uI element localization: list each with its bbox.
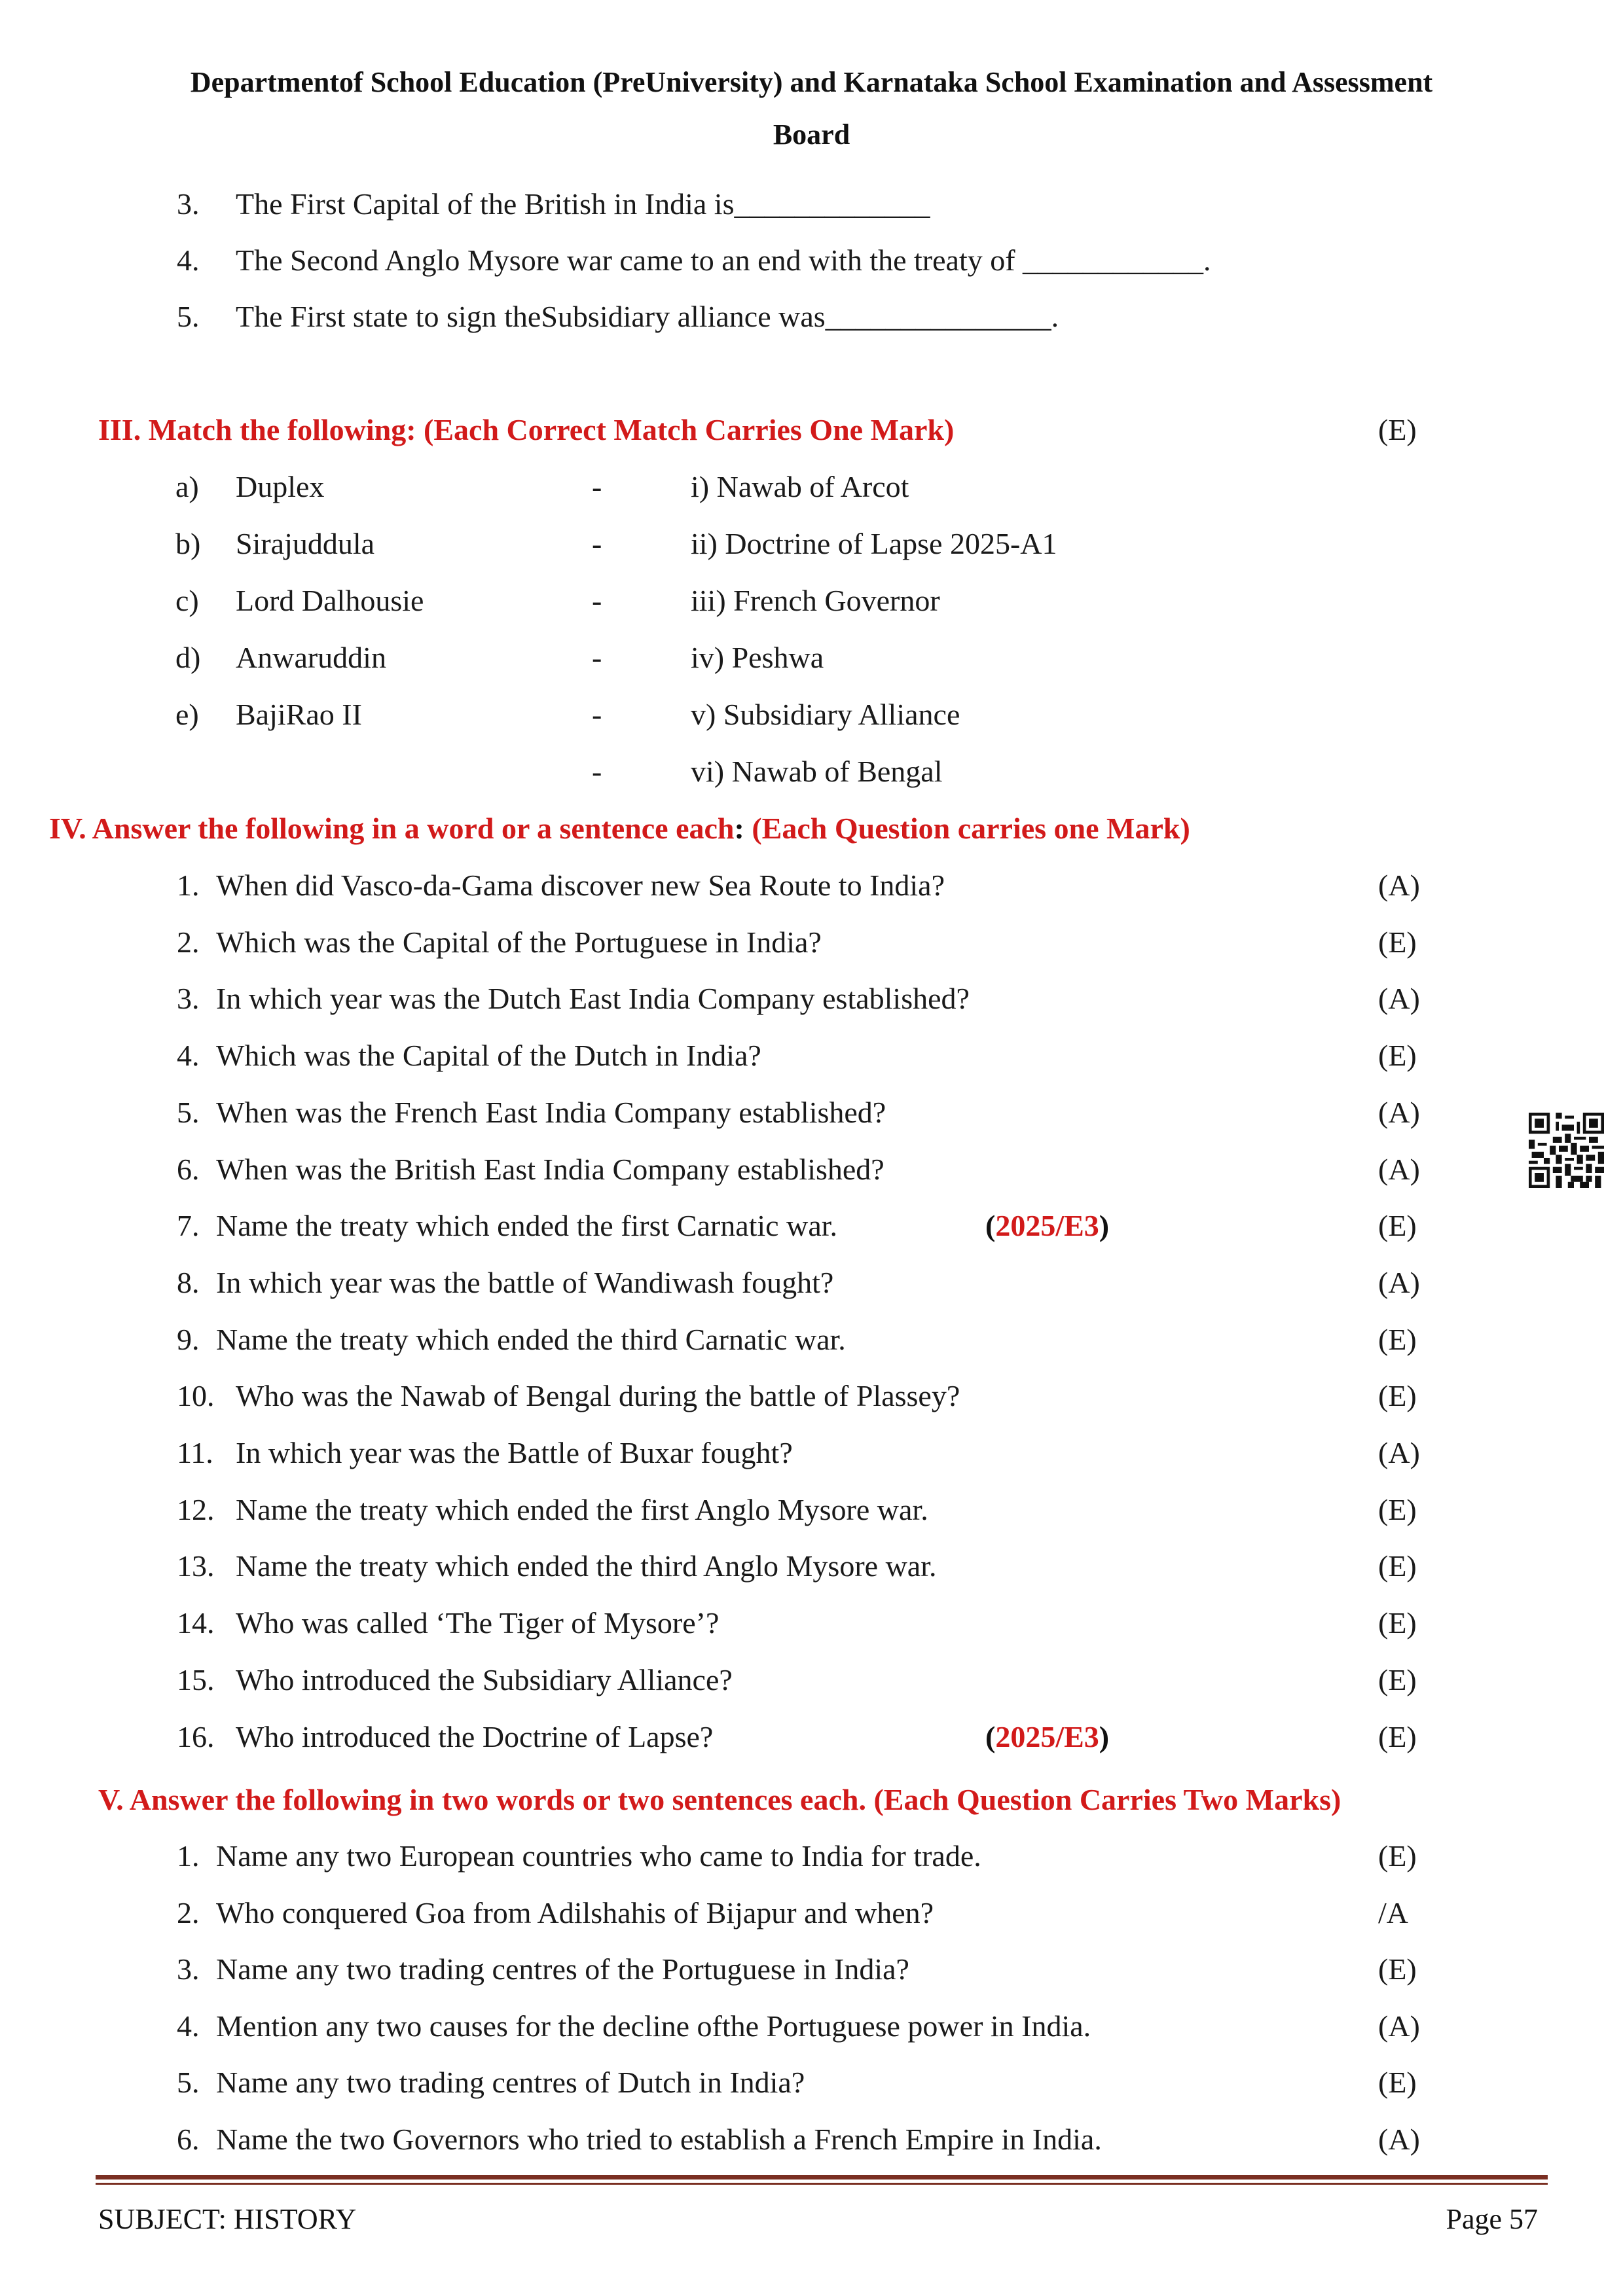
- difficulty-code: (E): [1378, 1952, 1417, 1986]
- question-text: When did Vasco-da-Gama discover new Sea Route to India?: [216, 869, 945, 902]
- match-left: Sirajuddula: [236, 527, 375, 560]
- question-number: 4.: [177, 1039, 200, 1072]
- qr-code-icon: [1529, 1113, 1604, 1188]
- question-number: 4.: [177, 243, 200, 277]
- question-number: 3.: [177, 1952, 200, 1986]
- match-right: ii) Doctrine of Lapse 2025-A1: [691, 527, 1057, 560]
- footer-rule-thin: [96, 2183, 1548, 2185]
- section-iv-heading: [49, 814, 1190, 844]
- difficulty-code: (E): [1378, 1493, 1417, 1526]
- question-text: Name the treaty which ended the third Anglo Mysore war.: [236, 1549, 937, 1583]
- question-text: Name the treaty which ended the first Carnatic war.: [216, 1209, 838, 1242]
- match-dash: -: [592, 584, 602, 617]
- question-number: 11.: [177, 1436, 213, 1469]
- difficulty-code: (A): [1378, 1096, 1420, 1129]
- match-letter: d): [175, 641, 201, 674]
- difficulty-code: (A): [1378, 1266, 1420, 1299]
- year-tag: (2025/E3): [985, 1720, 1110, 1753]
- match-left: Duplex: [236, 470, 325, 503]
- difficulty-code: (E): [1378, 1209, 1417, 1242]
- question-text: Which was the Capital of the Portuguese in India?: [216, 925, 822, 959]
- question-number: 16.: [177, 1720, 215, 1753]
- question-text: When was the French East India Company established?: [216, 1096, 886, 1129]
- year-tag: (2025/E3): [985, 1209, 1110, 1242]
- difficulty-code: (E): [1378, 1663, 1417, 1696]
- question-text: Who was the Nawab of Bengal during the battle of Plassey?: [236, 1379, 960, 1412]
- match-right: v) Subsidiary Alliance: [691, 698, 960, 731]
- difficulty-code: (E): [1378, 1379, 1417, 1412]
- question-number: 5.: [177, 1096, 200, 1129]
- question-text: Mention any two causes for the decline ofthe Portuguese power in India.: [216, 2009, 1091, 2043]
- match-dash: -: [592, 755, 602, 788]
- difficulty-code: /A: [1378, 1896, 1408, 1929]
- match-dash: -: [592, 641, 602, 674]
- question-number: 4.: [177, 2009, 200, 2043]
- difficulty-code: (E): [1378, 1606, 1417, 1640]
- difficulty-code: (E): [1378, 1039, 1417, 1072]
- difficulty-code: (A): [1378, 982, 1420, 1015]
- question-text: Name the treaty which ended the third Carnatic war.: [216, 1323, 846, 1356]
- question-number: 1.: [177, 1839, 200, 1873]
- match-right: iv) Peshwa: [691, 641, 824, 674]
- question-text: Name any two trading centres of Dutch in India?: [216, 2066, 805, 2099]
- question-text: Who introduced the Doctrine of Lapse?: [236, 1720, 714, 1753]
- difficulty-code: (A): [1378, 2009, 1420, 2043]
- footer-page-number: Page 57: [1446, 2203, 1538, 2235]
- question-number: 9.: [177, 1323, 200, 1356]
- match-dash: -: [592, 470, 602, 503]
- section-iv-heading-colon: :: [734, 812, 744, 845]
- difficulty-code: (A): [1378, 1153, 1420, 1186]
- question-number: 10.: [177, 1379, 215, 1412]
- question-text: The Second Anglo Mysore war came to an end with the treaty of ____________.: [236, 243, 1211, 277]
- question-number: 7.: [177, 1209, 200, 1242]
- difficulty-code: (E): [1378, 1839, 1417, 1873]
- footer-rule: [96, 2175, 1548, 2179]
- page-header-line2: Board: [773, 118, 850, 151]
- question-text: Name the treaty which ended the first Anglo Mysore war.: [236, 1493, 928, 1526]
- difficulty-code: (E): [1378, 925, 1417, 959]
- match-letter: a): [175, 470, 199, 503]
- match-heading: III. Match the following: (Each Correct Match Carries One Mark): [98, 413, 955, 446]
- question-text: Which was the Capital of the Dutch in India?: [216, 1039, 761, 1072]
- difficulty-code: (A): [1378, 869, 1420, 902]
- question-text: In which year was the Battle of Buxar fought?: [236, 1436, 793, 1469]
- question-text: The First state to sign theSubsidiary alliance was_______________.: [236, 300, 1059, 333]
- match-right: iii) French Governor: [691, 584, 940, 617]
- question-number: 15.: [177, 1663, 215, 1696]
- difficulty-code: (E): [1378, 2066, 1417, 2099]
- question-number: 2.: [177, 1896, 200, 1929]
- question-number: 12.: [177, 1493, 215, 1526]
- question-number: 1.: [177, 869, 200, 902]
- match-left: BajiRao II: [236, 698, 362, 731]
- question-text: The First Capital of the British in India is_____________: [236, 187, 930, 221]
- match-code: (E): [1378, 413, 1417, 446]
- match-letter: c): [175, 584, 199, 617]
- page-header-line1: Departmentof School Education (PreUniversity) and Karnataka School Examination and Assessment: [190, 66, 1433, 98]
- question-number: 14.: [177, 1606, 215, 1640]
- question-text: Who was called ‘The Tiger of Mysore’?: [236, 1606, 720, 1640]
- difficulty-code: (E): [1378, 1720, 1417, 1753]
- question-text: In which year was the Dutch East India Company established?: [216, 982, 970, 1015]
- question-number: 2.: [177, 925, 200, 959]
- match-dash: -: [592, 698, 602, 731]
- question-text: Name any two trading centres of the Portuguese in India?: [216, 1952, 909, 1986]
- match-letter: b): [175, 527, 201, 560]
- match-left: Anwaruddin: [236, 641, 386, 674]
- difficulty-code: (A): [1378, 1436, 1420, 1469]
- section-v-heading: V. Answer the following in two words or two sentences each. (Each Question Carries Two Marks): [98, 1783, 1341, 1816]
- question-number: 5.: [177, 300, 200, 333]
- difficulty-code: (E): [1378, 1323, 1417, 1356]
- question-number: 6.: [177, 2123, 200, 2156]
- question-text: Who conquered Goa from Adilshahis of Bijapur and when?: [216, 1896, 934, 1929]
- question-number: 3.: [177, 982, 200, 1015]
- question-number: 8.: [177, 1266, 200, 1299]
- difficulty-code: (E): [1378, 1549, 1417, 1583]
- difficulty-code: (A): [1378, 2123, 1420, 2156]
- match-letter: e): [175, 698, 199, 731]
- question-text: Name any two European countries who came to India for trade.: [216, 1839, 981, 1873]
- match-left: Lord Dalhousie: [236, 584, 424, 617]
- question-number: 5.: [177, 2066, 200, 2099]
- question-text: Name the two Governors who tried to establish a French Empire in India.: [216, 2123, 1102, 2156]
- match-dash: -: [592, 527, 602, 560]
- section-iv-heading-main: IV. Answer the following in a word or a sentence each: [49, 812, 735, 845]
- question-number: 3.: [177, 187, 200, 221]
- question-number: 6.: [177, 1153, 200, 1186]
- question-text: In which year was the battle of Wandiwash fought?: [216, 1266, 834, 1299]
- question-number: 13.: [177, 1549, 215, 1583]
- section-iv-heading-marks: (Each Question carries one Mark): [744, 812, 1190, 845]
- footer-subject: SUBJECT: HISTORY: [98, 2203, 357, 2235]
- question-text: When was the British East India Company established?: [216, 1153, 884, 1186]
- match-right: vi) Nawab of Bengal: [691, 755, 943, 788]
- question-text: Who introduced the Subsidiary Alliance?: [236, 1663, 733, 1696]
- match-right: i) Nawab of Arcot: [691, 470, 909, 503]
